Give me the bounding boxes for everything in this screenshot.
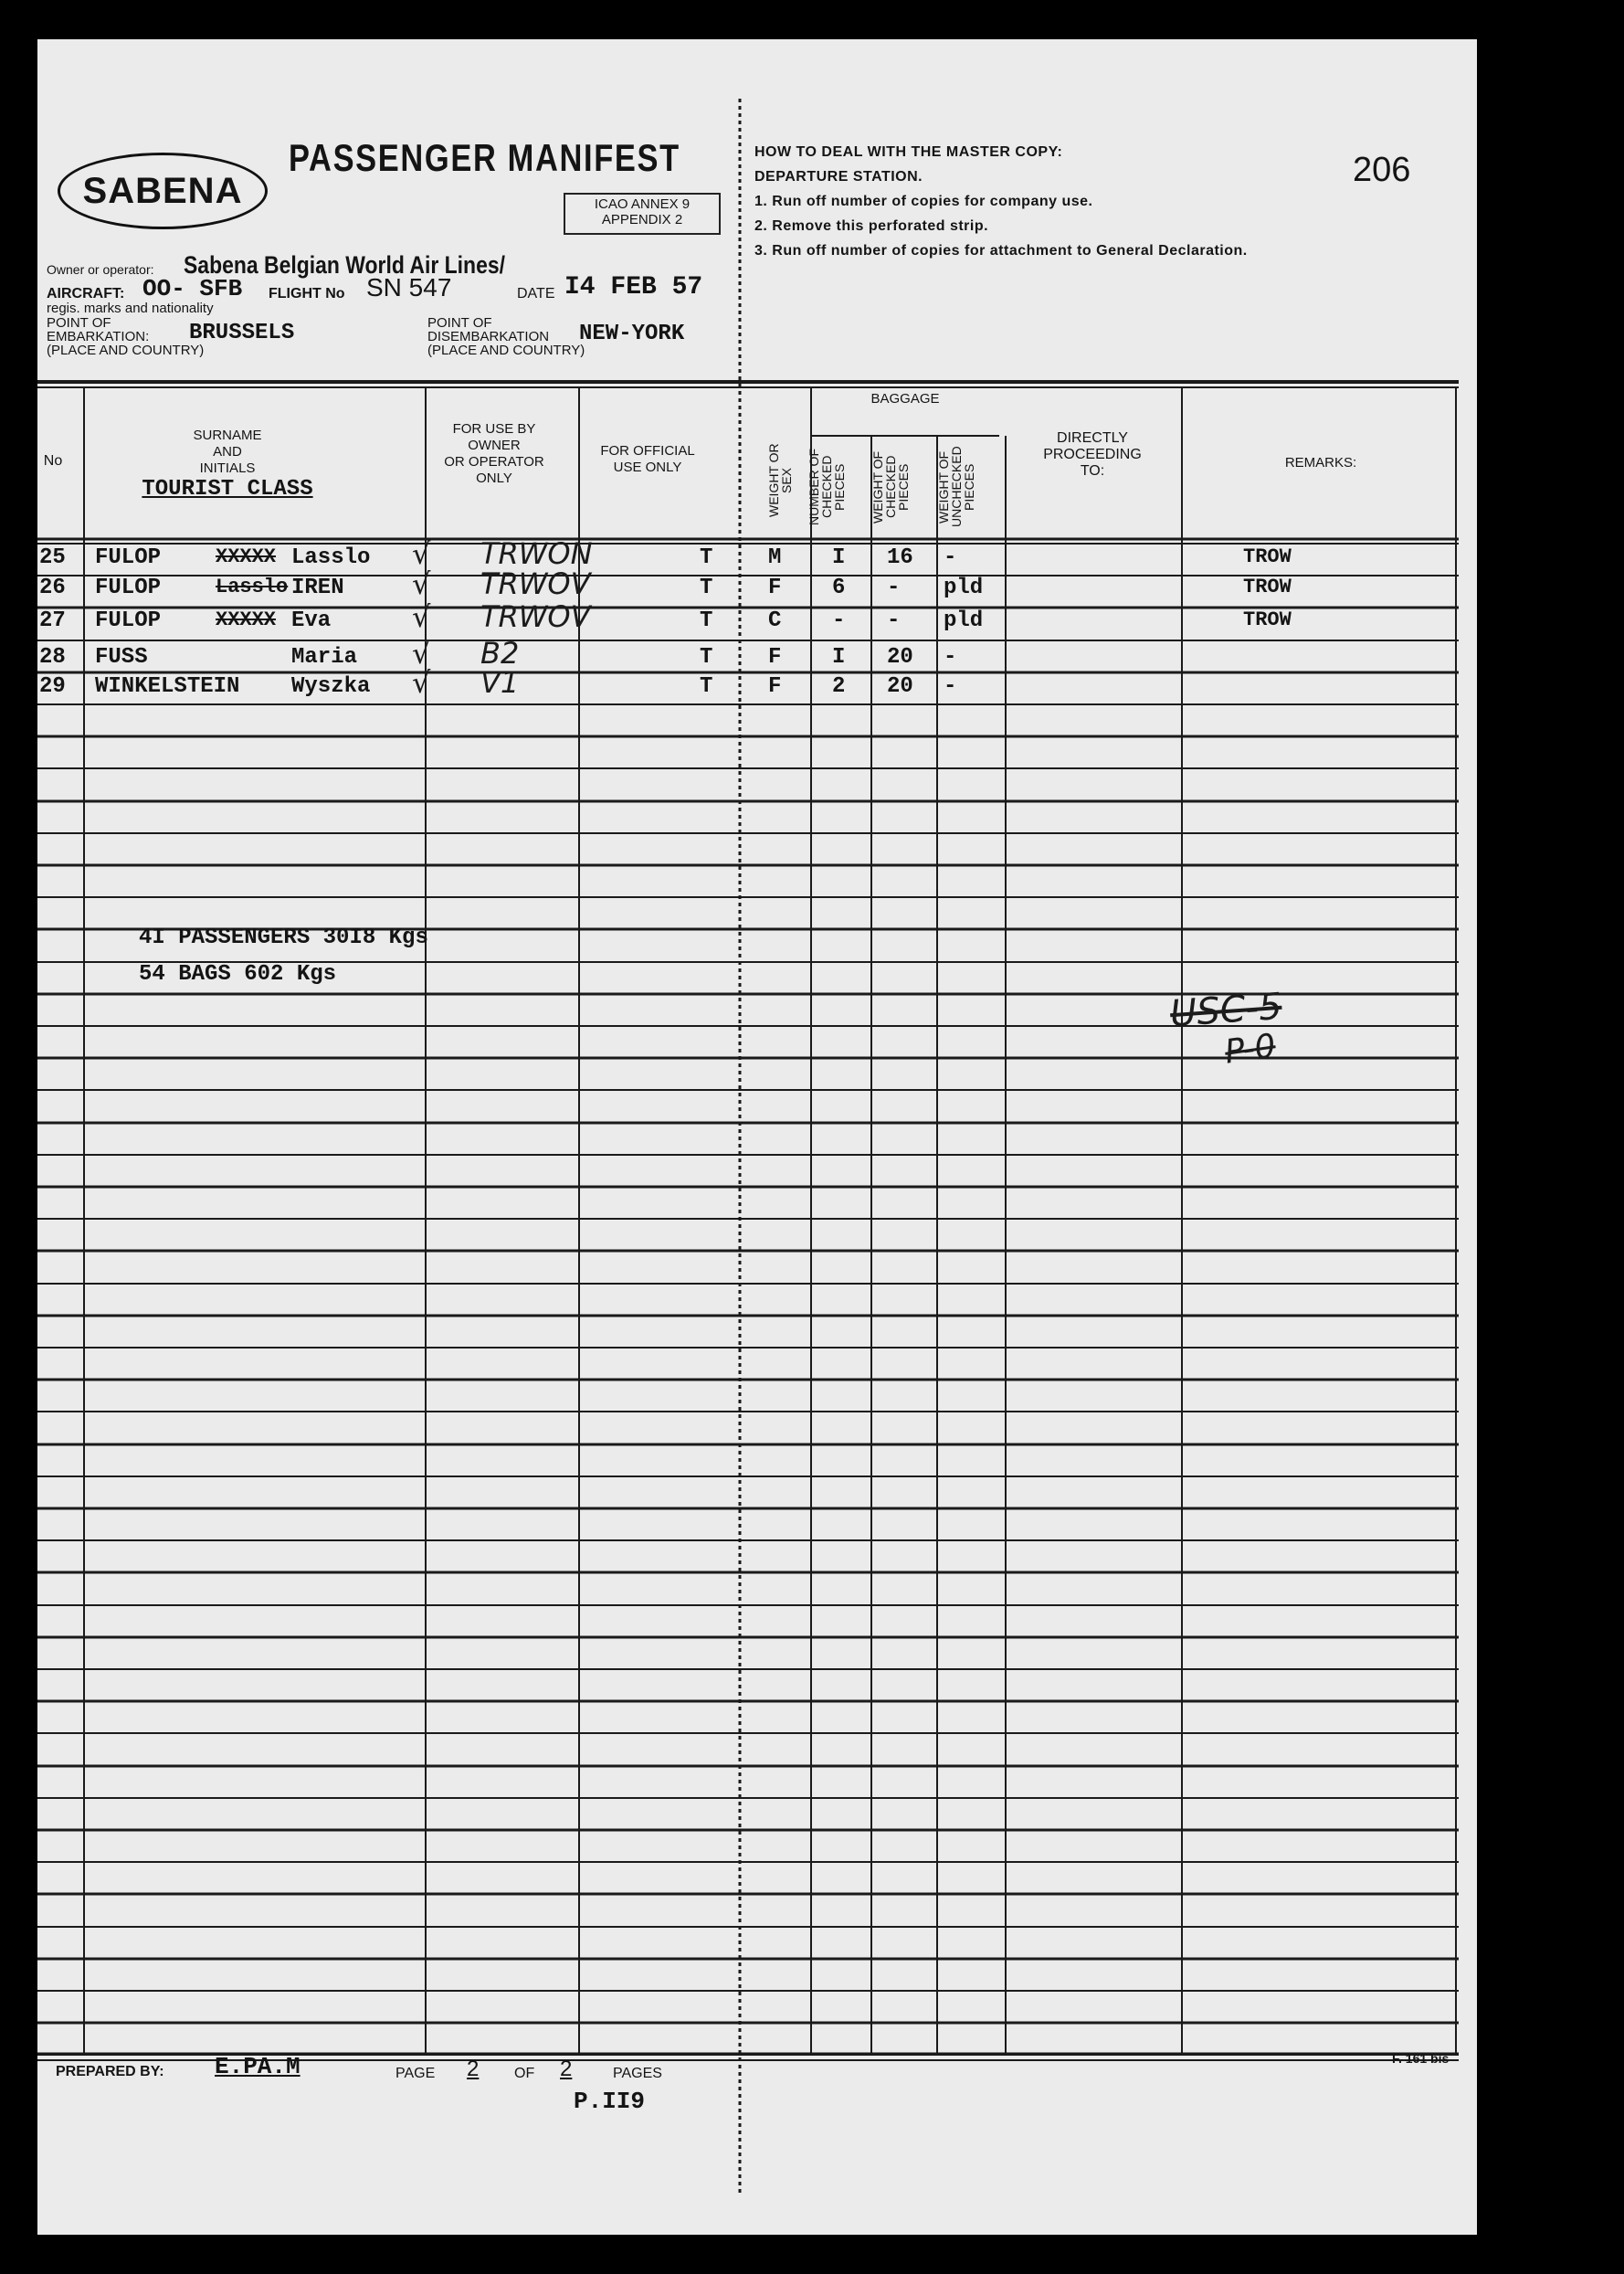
disembark-label-3: (PLACE AND COUNTRY) bbox=[427, 343, 585, 358]
prepared-value: E.PA.M bbox=[215, 2053, 301, 2080]
row-no: 27 bbox=[39, 608, 66, 633]
row-initials: IREN bbox=[291, 576, 344, 600]
of-label: OF bbox=[514, 2066, 535, 2081]
col-owner-use-4: ONLY bbox=[476, 471, 512, 486]
row-struck: XXXXX bbox=[216, 545, 277, 568]
icao-line2: APPENDIX 2 bbox=[601, 212, 683, 227]
totals-bags: 54 BAGS 602 Kgs bbox=[139, 962, 337, 987]
totals-passengers: 4I PASSENGERS 30I8 Kgs bbox=[139, 925, 428, 950]
col-surname-3: INITIALS bbox=[199, 460, 256, 476]
row-initials: Wyszka bbox=[291, 674, 371, 699]
owner-value: Sabena Belgian World Air Lines/ bbox=[184, 251, 505, 279]
page-number: 206 bbox=[1353, 151, 1411, 189]
row-remarks: TROW bbox=[1243, 576, 1292, 598]
row-surname: FULOP bbox=[95, 608, 162, 633]
col-no: No bbox=[43, 453, 63, 469]
col-official bbox=[579, 443, 716, 476]
col-official-2: USE ONLY bbox=[613, 460, 682, 475]
row-surname: FUSS bbox=[95, 645, 148, 670]
row-num-checked: I bbox=[832, 645, 846, 670]
col-directly-2: PROCEEDING bbox=[1043, 447, 1142, 462]
row-official: T bbox=[700, 645, 713, 670]
embark-label-1: POINT OF bbox=[47, 315, 111, 331]
row-weight-checked: - bbox=[887, 576, 901, 600]
prepared-label: PREPARED BY: bbox=[56, 2064, 164, 2079]
icao-line1: ICAO ANNEX 9 bbox=[594, 196, 691, 212]
row-weight-unchecked: - bbox=[944, 645, 957, 670]
date-label: DATE bbox=[517, 286, 555, 301]
row-check: √ bbox=[412, 665, 431, 700]
row-remarks: TROW bbox=[1243, 608, 1292, 631]
disembark-label-1: POINT OF bbox=[427, 315, 492, 331]
col-surname-2: AND bbox=[213, 444, 242, 460]
col-directly bbox=[1010, 430, 1175, 480]
col-weight-unchecked: WEIGHT OF UNCHECKED PIECES bbox=[936, 446, 976, 528]
row-num-checked: I bbox=[832, 545, 846, 570]
row-owner-mark: TRWOV bbox=[480, 599, 591, 634]
instructions-heading: HOW TO DEAL WITH THE MASTER COPY: bbox=[754, 144, 1063, 160]
regis-label: regis. marks and nationality bbox=[47, 301, 214, 316]
page-value: 2 bbox=[467, 2057, 480, 2081]
instructions-step2: 2. Remove this perforated strip. bbox=[754, 218, 989, 234]
col-num-checked: NUMBER OF CHECKED PIECES bbox=[807, 449, 847, 525]
row-weight-checked: - bbox=[887, 608, 901, 633]
row-weight-unchecked: pld bbox=[944, 608, 984, 633]
row-weight-unchecked: - bbox=[944, 545, 957, 570]
row-remarks: TROW bbox=[1243, 545, 1292, 568]
col-weight-checked: WEIGHT OF CHECKED PIECES bbox=[870, 450, 911, 524]
row-sex: C bbox=[768, 608, 782, 633]
col-remarks: REMARKS: bbox=[1284, 455, 1357, 471]
row-sex: M bbox=[768, 545, 782, 570]
col-directly-1: DIRECTLY bbox=[1057, 430, 1128, 446]
embark-label-3: (PLACE AND COUNTRY) bbox=[47, 343, 205, 358]
row-surname: WINKELSTEIN bbox=[95, 674, 240, 699]
row-owner-mark: V1 bbox=[480, 665, 520, 700]
sabena-logo: SABENA bbox=[58, 153, 268, 229]
row-no: 29 bbox=[39, 674, 66, 699]
row-num-checked: 2 bbox=[832, 674, 846, 699]
reference-number: P.II9 bbox=[574, 2088, 646, 2115]
disembark-label-2: DISEMBARKATION bbox=[427, 329, 550, 344]
row-num-checked: 6 bbox=[832, 576, 846, 600]
instructions-station: DEPARTURE STATION. bbox=[754, 169, 923, 185]
col-owner-use-3: OR OPERATOR bbox=[444, 454, 544, 470]
row-sex: F bbox=[768, 674, 782, 699]
row-owner-mark: B2 bbox=[480, 636, 520, 671]
row-num-checked: - bbox=[832, 608, 846, 633]
handwritten-note-1: USC-5 bbox=[1168, 985, 1283, 1036]
row-surname: FULOP bbox=[95, 576, 162, 600]
row-check: √ bbox=[412, 636, 431, 671]
row-no: 25 bbox=[39, 545, 66, 570]
row-no: 28 bbox=[39, 645, 66, 670]
row-no: 26 bbox=[39, 576, 66, 600]
row-initials: Eva bbox=[291, 608, 332, 633]
row-weight-unchecked: - bbox=[944, 674, 957, 699]
document-title: PASSENGER MANIFEST bbox=[289, 136, 680, 179]
row-weight-checked: 20 bbox=[887, 645, 913, 670]
manifest-sheet bbox=[37, 39, 1477, 2235]
col-directly-3: TO: bbox=[1080, 463, 1105, 479]
col-surname bbox=[90, 428, 364, 502]
row-struck: Lasslo bbox=[216, 576, 289, 598]
row-weight-checked: 20 bbox=[887, 674, 913, 699]
disembark-value: NEW-YORK bbox=[579, 322, 685, 346]
col-owner-use-1: FOR USE BY bbox=[452, 421, 536, 437]
aircraft-label: AIRCRAFT: bbox=[47, 286, 125, 301]
row-struck: XXXXX bbox=[216, 608, 277, 631]
col-official-1: FOR OFFICIAL bbox=[600, 443, 695, 459]
col-class: TOURIST CLASS bbox=[142, 477, 313, 502]
row-initials: Lasslo bbox=[291, 545, 371, 570]
instructions-step1: 1. Run off number of copies for company use. bbox=[754, 194, 1093, 209]
row-official: T bbox=[700, 545, 713, 570]
handwritten-note-2: P-0 bbox=[1222, 1027, 1279, 1072]
embark-label-2: EMBARKATION: bbox=[47, 329, 150, 344]
form-code: F. 161 bis bbox=[1392, 2051, 1450, 2066]
col-owner-use bbox=[421, 421, 567, 487]
col-owner-use-2: OWNER bbox=[468, 438, 521, 453]
date-value: I4 FEB 57 bbox=[564, 273, 703, 301]
pages-label: PAGES bbox=[613, 2066, 662, 2081]
row-weight-unchecked: pld bbox=[944, 576, 984, 600]
row-owner-mark: TRWON bbox=[480, 536, 593, 571]
row-owner-mark: TRWOV bbox=[480, 566, 591, 601]
row-official: T bbox=[700, 674, 713, 699]
row-sex: F bbox=[768, 576, 782, 600]
flight-label: FLIGHT No bbox=[269, 286, 345, 301]
col-surname-1: SURNAME bbox=[193, 428, 262, 443]
owner-label: Owner or operator: bbox=[47, 262, 154, 277]
of-value: 2 bbox=[560, 2057, 573, 2081]
instructions-step3: 3. Run off number of copies for attachment to General Declaration. bbox=[754, 243, 1248, 259]
row-surname: FULOP bbox=[95, 545, 162, 570]
embark-value: BRUSSELS bbox=[189, 321, 295, 345]
col-weight-sex: WEIGHT OR SEX bbox=[766, 443, 794, 518]
row-official: T bbox=[700, 576, 713, 600]
flight-value: SN 547 bbox=[366, 273, 452, 301]
aircraft-value: OO- SFB bbox=[142, 275, 243, 302]
row-initials: Maria bbox=[291, 645, 358, 670]
row-check: √ bbox=[412, 536, 431, 571]
row-official: T bbox=[700, 608, 713, 633]
row-sex: F bbox=[768, 645, 782, 670]
col-baggage: BAGGAGE bbox=[870, 391, 940, 407]
table-grid bbox=[37, 39, 1477, 2235]
page-label: PAGE bbox=[395, 2066, 436, 2081]
row-check: √ bbox=[412, 566, 431, 601]
row-check: √ bbox=[412, 599, 431, 634]
row-weight-checked: 16 bbox=[887, 545, 913, 570]
